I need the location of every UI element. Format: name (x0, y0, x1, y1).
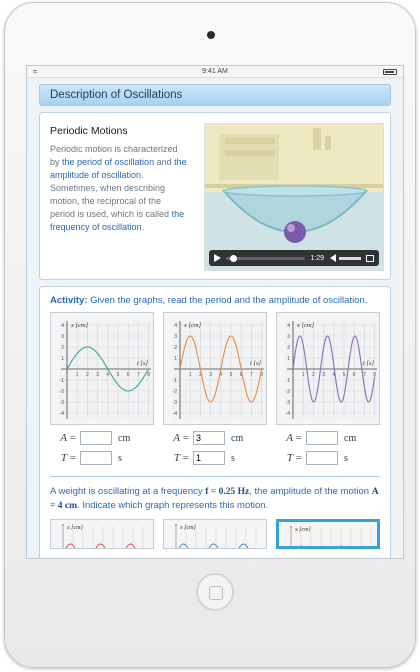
divider (50, 476, 380, 477)
amplitude-answer-line (163, 428, 267, 448)
y-tick-label: 4 (287, 323, 290, 329)
period-symbol: T (286, 452, 294, 464)
x-tick-label: 1 (301, 372, 305, 378)
amplitude-symbol: A (286, 432, 294, 444)
question-part: . Indicate which graph represents this motion. (77, 500, 269, 511)
y-axis-label: x [cm] (179, 525, 196, 531)
period-link[interactable]: the period of oscillation (62, 157, 155, 167)
x-axis-label: t [s] (363, 360, 375, 367)
x-tick-label: 1 (188, 372, 192, 378)
period-answer-line (276, 448, 380, 468)
x-tick-label: 4 (219, 372, 223, 378)
answer-group (276, 428, 380, 468)
video-progress-knob[interactable] (230, 255, 237, 262)
period-unit: s (231, 452, 235, 464)
x-tick-label: 8 (373, 372, 376, 378)
amplitude-link[interactable]: the amplitude of oscillation (50, 157, 187, 180)
activity-label: Activity: (50, 295, 88, 306)
y-tick-label: 3 (174, 334, 177, 340)
amplitude-answer-line (276, 428, 380, 448)
intro-text-2: and (154, 157, 175, 167)
oscillation-graph (51, 313, 157, 426)
oscillation-curve (291, 546, 371, 549)
period-input[interactable] (193, 451, 225, 465)
period-unit: s (344, 452, 348, 464)
video-progress-bar[interactable] (226, 257, 305, 260)
play-icon[interactable] (214, 254, 221, 262)
graph-choice-preview (51, 520, 154, 549)
y-tick-label: -2 (59, 389, 64, 395)
intro-text-1: Periodic motion is characterized by (50, 144, 178, 167)
graph-choice[interactable] (163, 519, 267, 549)
answer-group (50, 428, 154, 468)
x-tick-label: 4 (332, 372, 336, 378)
x-tick-label: 6 (126, 372, 130, 378)
amplitude-input[interactable] (80, 431, 112, 445)
period-var: T = (60, 452, 76, 464)
activity-instruction (50, 295, 380, 306)
x-tick-label: 7 (250, 372, 253, 378)
tablet-frame (4, 2, 416, 668)
x-tick-label: 8 (260, 372, 263, 378)
battery-icon (383, 69, 397, 75)
y-tick-label: -4 (285, 411, 290, 417)
y-tick-label: 4 (174, 323, 177, 329)
x-tick-label: 3 (96, 372, 99, 378)
intro-text-block (50, 125, 188, 234)
amplitude-var: A = (60, 432, 76, 444)
y-axis-label: x [cm] (67, 525, 83, 531)
period-input[interactable] (80, 451, 112, 465)
x-axis-label: t [s] (250, 360, 262, 367)
period-symbol: T (60, 452, 68, 464)
wifi-icon: ≈ (33, 67, 38, 76)
x-tick-label: 5 (342, 372, 346, 378)
intro-paragraph (50, 143, 188, 234)
activity-instruction-text: Given the graphs, read the period and the amplitude of oscillation. (87, 295, 368, 306)
question-part: A weight is oscillating at a frequency (50, 486, 206, 497)
status-bar (27, 66, 403, 78)
y-tick-label: 3 (287, 334, 290, 340)
graph-card (50, 312, 154, 425)
y-tick-label: -1 (172, 378, 177, 384)
amplitude-symbol: A (173, 432, 181, 444)
y-tick-label: -2 (172, 389, 177, 395)
fullscreen-icon[interactable] (366, 255, 374, 262)
activity-panel (39, 286, 391, 559)
x-tick-label: 2 (86, 372, 89, 378)
x-tick-label: 6 (239, 372, 243, 378)
x-tick-label: 4 (106, 372, 110, 378)
page-content (27, 78, 403, 559)
period-input[interactable] (306, 451, 338, 465)
y-tick-label: 1 (61, 356, 64, 362)
x-tick-label: 1 (75, 372, 79, 378)
volume-icon[interactable] (330, 254, 336, 262)
y-axis-label: x [cm] (294, 527, 311, 533)
question-text (50, 485, 380, 513)
period-answer-line (50, 448, 154, 468)
x-tick-label: 6 (352, 372, 356, 378)
x-tick-label: 8 (147, 372, 150, 378)
section-title: Description of Oscillations (39, 84, 391, 106)
amplitude-symbol: A (60, 432, 68, 444)
graph-row (50, 312, 380, 425)
x-tick-label: 5 (229, 372, 233, 378)
y-tick-label: 2 (61, 345, 64, 351)
amplitude-var: A = (286, 432, 302, 444)
camera (207, 31, 215, 39)
video-player[interactable] (204, 123, 384, 271)
y-axis-label: x [cm] (71, 322, 89, 329)
video-controls (209, 250, 379, 266)
x-tick-label: 3 (322, 372, 325, 378)
amplitude-unit: cm (231, 432, 244, 444)
amplitude-input[interactable] (306, 431, 338, 445)
question-part: , the amplitude of the motion (249, 486, 372, 497)
amplitude-var: A = (173, 432, 189, 444)
volume-slider[interactable] (339, 257, 361, 260)
y-axis-label: x [cm] (297, 322, 315, 329)
x-tick-label: 2 (312, 372, 315, 378)
graph-choice[interactable] (276, 519, 380, 549)
graph-choice-preview (164, 520, 267, 549)
frequency-link[interactable]: the frequency of oscillation (50, 209, 185, 232)
amplitude-unit: cm (118, 432, 131, 444)
graph-choice-preview (279, 522, 380, 549)
y-tick-label: -2 (285, 389, 290, 395)
y-tick-label: 3 (61, 334, 64, 340)
y-tick-label: -4 (172, 411, 177, 417)
period-var: T = (173, 452, 189, 464)
x-tick-label: 2 (199, 372, 202, 378)
period-unit: s (118, 452, 122, 464)
graph-choice[interactable] (50, 519, 154, 549)
amplitude-input[interactable] (193, 431, 225, 445)
video-frame-illustration (205, 124, 384, 271)
intro-text-3: . Sometimes, when describing motion, the reciprocal of the period is used, which is called (50, 170, 172, 219)
video-time: 1:29 (310, 254, 324, 262)
period-symbol: T (173, 452, 181, 464)
x-tick-label: 5 (116, 372, 120, 378)
y-tick-label: 1 (287, 356, 290, 362)
y-tick-label: 4 (61, 323, 64, 329)
x-axis-label: t [s] (137, 360, 149, 367)
y-tick-label: -4 (59, 411, 64, 417)
y-tick-label: -3 (172, 400, 177, 406)
oscillation-graph (277, 313, 383, 426)
graph-card (163, 312, 267, 425)
amplitude-answer-line (50, 428, 154, 448)
x-tick-label: 7 (137, 372, 140, 378)
y-tick-label: 2 (174, 345, 177, 351)
intro-panel (39, 112, 391, 280)
amplitude-value: A = 4 cm (50, 487, 379, 511)
y-tick-label: -3 (285, 400, 290, 406)
answer-group (163, 428, 267, 468)
screen (26, 65, 404, 559)
y-tick-label: -1 (59, 378, 64, 384)
status-time: 9:41 AM (202, 68, 228, 75)
y-tick-label: -1 (285, 378, 290, 384)
y-tick-label: -3 (59, 400, 64, 406)
answer-inputs-row (50, 428, 380, 468)
home-button[interactable] (196, 573, 234, 611)
y-axis-label: x [cm] (184, 322, 202, 329)
period-var: T = (286, 452, 302, 464)
amplitude-unit: cm (344, 432, 357, 444)
y-tick-label: 2 (287, 345, 290, 351)
graph-card (276, 312, 380, 425)
oscillation-graph (164, 313, 270, 426)
answer-choices (50, 519, 380, 549)
x-tick-label: 3 (209, 372, 212, 378)
x-tick-label: 7 (363, 372, 366, 378)
frequency-value: f = 0.25 Hz (205, 487, 250, 497)
period-answer-line (163, 448, 267, 468)
intro-heading: Periodic Motions (50, 125, 128, 137)
intro-text-4: . (141, 222, 145, 232)
y-tick-label: 1 (174, 356, 177, 362)
